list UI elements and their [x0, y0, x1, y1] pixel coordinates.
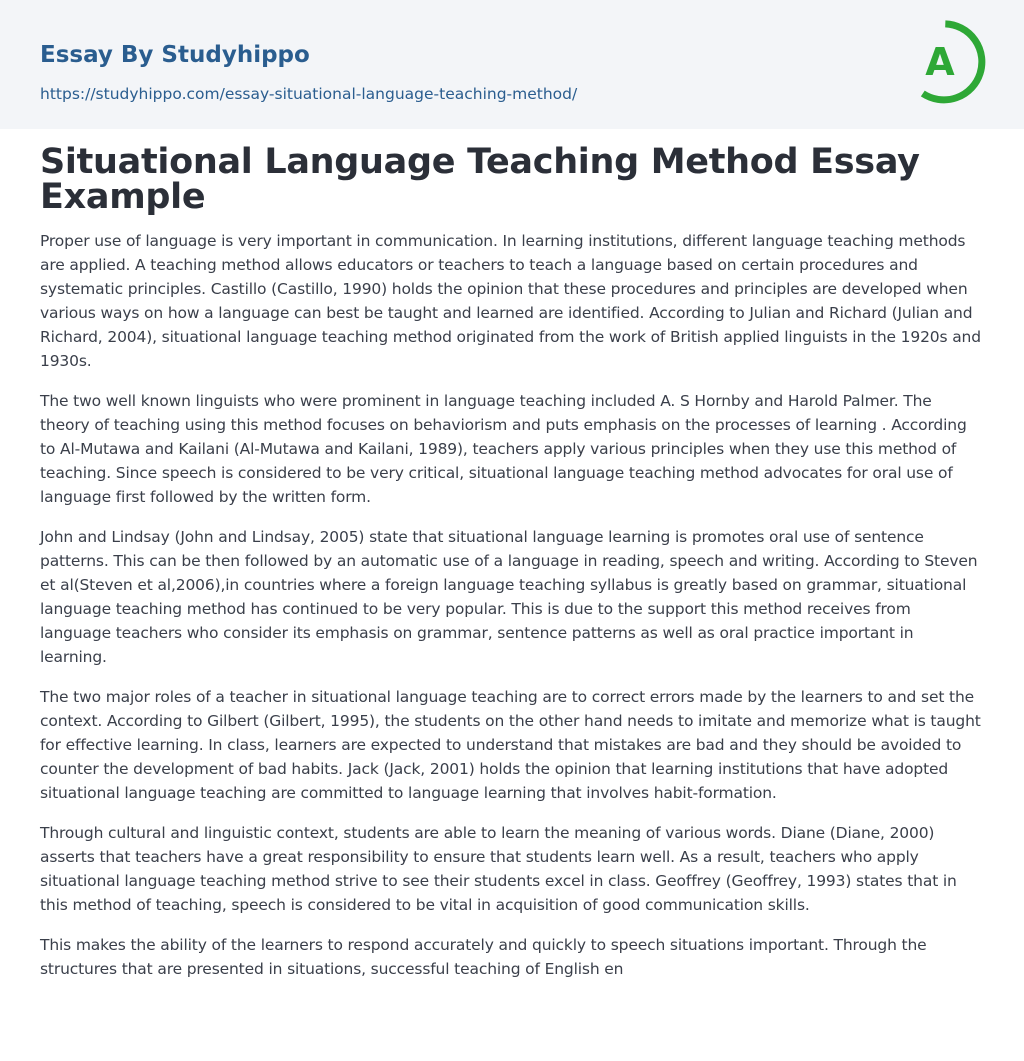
article-paragraph-6: This makes the ability of the learners to respond accurately and quickly to speech situations important. Through the structures that are presented in situations, successful teaching of English en — [40, 936, 927, 978]
article-paragraph-4: The two major roles of a teacher in situational language teaching are to correct errors made by the learners to and set the context. According to Gilbert (Gilbert, 1995), the students on the other hand needs to imitate and memorize what is taught for effective learning. In class, learners are expected to understand that mistakes are bad and they should be avoided to counter the development of bad habits. Jack (Jack, 2001) holds the opinion that learning institutions that have adopted situational language teaching are committed to language learning that involves habit-formation. — [40, 688, 981, 802]
site-brand[interactable]: Essay By Studyhippo — [40, 42, 310, 68]
studyhippo-logo-icon[interactable] — [912, 19, 986, 105]
article-title: Situational Language Teaching Method Essay Example — [40, 142, 920, 217]
site-header — [0, 0, 1024, 129]
page-url-link[interactable]: https://studyhippo.com/essay-situational-language-teaching-method/ — [40, 85, 578, 103]
article — [0, 129, 1024, 981]
article-paragraph-2: The two well known linguists who were prominent in language teaching included A. S Hornby and Harold Palmer. The theory of teaching using this method focuses on behaviorism and puts emphasis on the processes of learning . According to Al-Mutawa and Kailani (Al-Mutawa and Kailani, 1989), teachers apply various principles when they use this method of teaching. Since speech is considered to be very critical, situational language teaching method advocates for oral use of language first followed by the written form. — [40, 392, 967, 506]
article-paragraph-3: John and Lindsay (John and Lindsay, 2005) state that situational language learning is promotes oral use of sentence patterns. This can be then followed by an automatic use of a language in reading, speech and writing. According to Steven et al(Steven et al,2006),in countries where a foreign language teaching syllabus is greatly based on grammar, situational language teaching method has continued to be very popular. This is due to the support this method receives from language teachers who consider its emphasis on grammar, sentence patterns as well as oral practice important in learning. — [40, 528, 978, 666]
article-paragraph-1: Proper use of language is very important in communication. In learning institutions, different language teaching methods are applied. A teaching method allows educators or teachers to teach a language based on certain procedures and systematic principles. Castillo (Castillo, 1990) holds the opinion that these procedures and principles are developed when various ways on how a language can best be taught and learned are identified. According to Julian and Richard (Julian and Richard, 2004), situational language teaching method originated from the work of British applied linguists in the 1920s and 1930s. — [40, 232, 981, 370]
logo-letter: A — [925, 40, 955, 84]
article-paragraph-5: Through cultural and linguistic context, students are able to learn the meaning of various words. Diane (Diane, 2000) asserts that teachers have a great responsibility to ensure that students learn well. As a result, teachers who apply situational language teaching method strive to see their students excel in class. Geoffrey (Geoffrey, 1993) states that in this method of teaching, speech is considered to be vital in acquisition of good communication skills. — [40, 824, 957, 914]
